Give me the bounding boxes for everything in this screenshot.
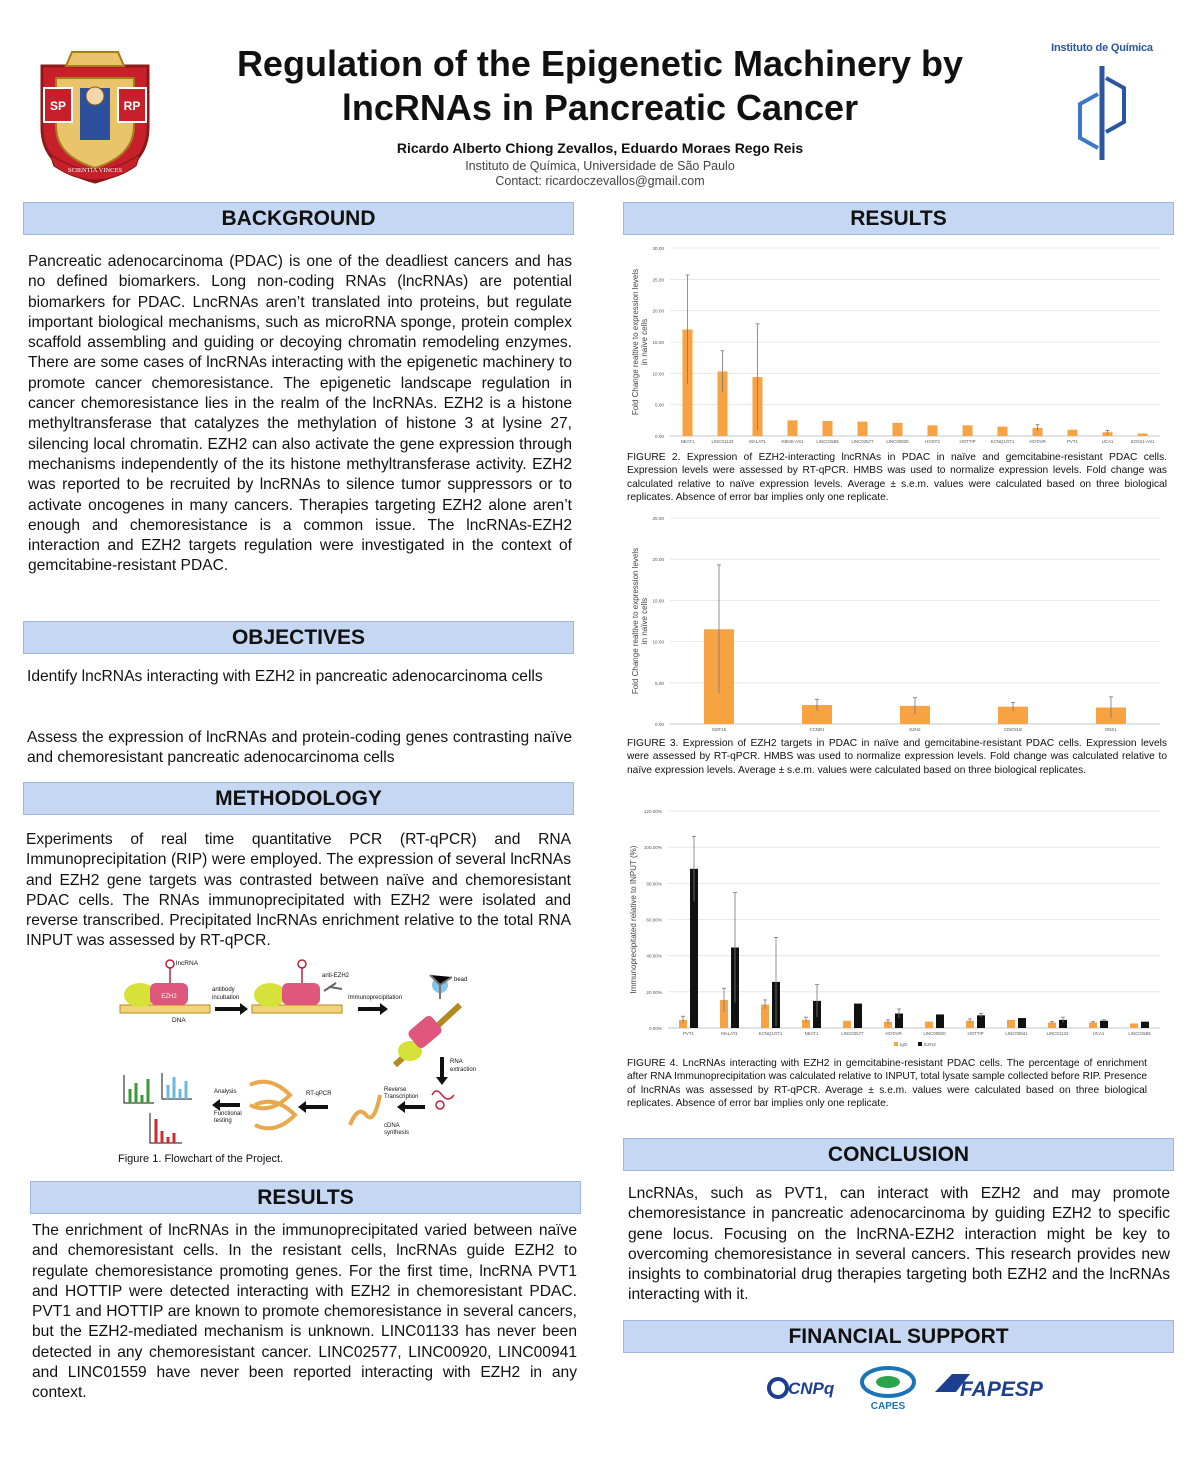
flow-synthesis-label: synthesis (384, 1130, 410, 1136)
poster-title (190, 42, 1010, 130)
fig3-xtick-label: GDF15 (711, 727, 727, 732)
fapesp-logo-text: FAPESP (960, 1378, 1043, 1401)
fig4-legend-swatch (918, 1042, 922, 1046)
conclusion-header: CONCLUSION (623, 1138, 1174, 1171)
fig4-legend-label: EZH2 (924, 1042, 936, 1047)
fig2-xtick-label: LINC01559 (816, 439, 839, 444)
fig4-bar (843, 1021, 851, 1028)
financial-support-header: FINANCIAL SUPPORT (623, 1320, 1174, 1353)
fig3-xtick-label: EZH2 (909, 727, 921, 732)
fig2-ylabel: in naïve cells (640, 318, 649, 366)
fig4-bar (1018, 1018, 1026, 1028)
flow-dna-label: DNA (172, 1017, 186, 1024)
fig4-bar (854, 1004, 862, 1028)
fig4-ytick-label: 0.00% (648, 1026, 662, 1031)
flow-antibody-label: antibody (212, 987, 235, 993)
fig3-svg (628, 510, 1168, 736)
fig4-svg (628, 805, 1168, 1050)
fig2-bar (1138, 433, 1148, 436)
fig2-xtick-label: HOTAIR (1029, 439, 1046, 444)
fig2-bar (858, 422, 868, 436)
institute-logo (1046, 42, 1158, 172)
fig4-xtick-label: LINC00941 (1005, 1031, 1028, 1036)
fig2-ytick-label: 30.00 (652, 246, 664, 251)
results-left-text: The enrichment of lncRNAs in the immunoprecipitated varied between naïve and chemoresistant cells. In the resistant cells, lncRNAs guide EZH2 to regulate chemoresistance promoting genes. For the first time, lncRNA PVT1 and HOTTIP were detected interacting with EZH2 in chemoresistant PDAC. PVT1 and HOTTIP are known to promote chemoresistance in several cancers, but the EZH2-mediated mechanism is unknown. LINC01133 has never been detected in any chemoresistant cancer. LINC02577, LINC00920, LINC00941 and LINC01559 have never been reported interacting with EZH2 in any context. (32, 1222, 577, 1402)
fig2-svg (628, 240, 1168, 450)
fig2-xtick-label: SOX21-AS1 (1130, 439, 1155, 444)
fig4-ytick-label: 80.00% (646, 881, 662, 887)
fig4-bar (1007, 1020, 1015, 1028)
fig4-bar (1141, 1022, 1149, 1028)
fig2-ytick-label: 20.00 (652, 308, 664, 314)
flow-rtqpcr-label: RT-qPCR (306, 1091, 332, 1097)
fig4-xtick-label: KCNQ1OT1 (758, 1031, 783, 1036)
fig2-xtick-label: UCA1 (1101, 439, 1114, 444)
fig2-ytick-label: 25.00 (652, 277, 664, 283)
contact-email[interactable]: Contact: ricardoczevallos@gmail.com (495, 174, 705, 188)
background-header: BACKGROUND (23, 202, 574, 235)
fig4-xtick-label: LINC01559 (1128, 1031, 1151, 1036)
fig2-bar (788, 420, 798, 436)
fig4-ytick-label: 40.00% (646, 953, 662, 959)
flowchart-caption: Figure 1. Flowchart of the Project. (118, 1153, 284, 1165)
title-line-1: Regulation of the Epigenetic Machinery by (236, 43, 964, 84)
fig3-ylabel: Fold Change realtive to expression levels (631, 547, 640, 695)
seal-right-text: RP (123, 99, 141, 113)
figure-4-chart (628, 805, 1168, 1050)
figure-3-chart (628, 510, 1168, 736)
fig4-xtick-label: HOTAIR (885, 1031, 902, 1036)
background-text: Pancreatic adenocarcinoma (PDAC) is one of the deadliest cancers and has no defined biomarkers. Long non-coding RNAs (lncRNAs) are potential biomarkers for PDAC. LncRNAs aren’t translated into proteins, but regulate important biological mechanisms, such as microRNA sponge, protein complex scaffold assembling and guiding or decoying chromatin remodeling enzymes. There are some cases of lncRNAs interacting with the epigenetic machinery to promote cancer chemoresistance. The epigenetic landscape regulation in cancer chemoresistance lies in the realm of the lncRNAs. EZH2 is a histone methyltransferase that catalyzes the methylation of histone 3 at lysine 27, silencing local chromatin. EZH2 can also activate the gene expression through mechanisms independently of the its histone methyltransferase activity. EZH2 was reported to be recruited by lncRNAs to silence tumor suppressors or to activate oncogenes in many cancers. Therapies targeting EZH2 alone aren’t enough and chemoresistance is a common issue. The lncRNAs-EZH2 interaction and EZH2 targets regulation were investigated in the context of gemcitabine-resistant PDAC. (28, 253, 572, 575)
fig3-ytick-label: 0.00 (655, 722, 664, 727)
fig3-xtick-label: DNK1 (1105, 727, 1117, 732)
fig2-bar (1068, 430, 1078, 436)
fig2-ytick-label: 0.00 (655, 434, 664, 439)
fig4-xtick-label: NEAT1 (804, 1031, 819, 1036)
authors: Ricardo Alberto Chiong Zevallos, Eduardo Moraes Rego Reis (396, 140, 804, 156)
fig2-xtick-label: MALAT1 (749, 439, 766, 444)
flow-transcription-label: Transcription (384, 1094, 419, 1100)
fig4-xtick-label: LINC01133 (1046, 1031, 1069, 1036)
fig2-ytick-label: 5.00 (655, 402, 664, 408)
fig2-xtick-label: LINC00920 (886, 439, 909, 444)
fig3-ytick-label: 10.00 (652, 639, 664, 645)
fig2-ytick-label: 15.00 (652, 340, 664, 345)
methodology-text: Experiments of real time quantitative PCR (RT-qPCR) and RNA Immunoprecipitation (RIP) were employed. The expression of several lncRNAs and EZH2 gene targets was contrasted between naïve and chemoresistant PDAC cells. The RNAs immunoprecipitated with EZH2 were isolated and reverse transcribed. Precipitated lncRNAs enrichment relative to the total RNA INPUT was assessed by RT-qPCR. (26, 831, 571, 950)
fig2-bar (823, 421, 833, 436)
figure-4-caption: FIGURE 4. LncRNAs interacting with EZH2 in gemcitabine-resistant PDAC cells. The percentage of enrichment after RNA Immunoprecipitation was calculated relative to INPUT, total lysate sample collected before RIP. Presence of lncRNAs was assessed by RT-qPCR. Average ± s.e.m. values were calculated based on three biological replicates. Absence of error bar implies only one replicate. (627, 1058, 1147, 1110)
fig4-xtick-label: PVT1 (683, 1031, 694, 1036)
fig2-bar (928, 425, 938, 436)
fig2-xtick-label: KCNQ1OT1 (990, 439, 1015, 444)
fig2-xtick-label: NEAT1 (680, 439, 695, 444)
flow-cdna-label: cDNA (384, 1123, 400, 1129)
cnpq-logo-text: CNPq (788, 1379, 835, 1398)
title-line-2: lncRNAs in Pancreatic Cancer (341, 87, 859, 128)
fig4-xtick-label: HOTTIP (967, 1031, 984, 1036)
fig3-ytick-label: 20.00 (652, 557, 664, 563)
results-right-header: RESULTS (623, 202, 1174, 235)
fig3-ytick-label: 5.00 (655, 680, 664, 686)
fig2-xtick-label: PVT1 (1067, 439, 1078, 444)
seal-motto: SCIENTIA VINCES (67, 167, 123, 174)
usp-seal-logo (28, 36, 162, 186)
fig2-bar (893, 423, 903, 436)
fig3-ylabel: in naïve cells (640, 597, 649, 645)
fig4-bar (1130, 1023, 1138, 1028)
flow-bead-label: bead (454, 977, 468, 983)
fig2-ytick-label: 10.00 (652, 371, 664, 377)
flow-testing-label: testing (214, 1118, 232, 1124)
funder-logos (760, 1362, 1060, 1412)
flow-analysis-label: Analysis (214, 1089, 237, 1095)
flow-reverse-label: Reverse (384, 1087, 407, 1093)
fig4-xtick-label: UCA1 (1092, 1031, 1105, 1036)
methodology-header: METHODOLOGY (23, 782, 574, 815)
fig4-ytick-label: 100.00% (643, 845, 662, 851)
figure-2-chart (628, 240, 1168, 450)
figure-3-caption: FIGURE 3. Expression of EZH2 targets in PDAC in naïve and gemcitabine-resistant PDAC cells. Expression levels were assessed by RT-qPCR. HMBS was used to normalize expression levels. Fold change was calculated relative to naïve expression levels. Average ± s.e.m. values were calculated based on three biological replicates. (627, 738, 1167, 776)
fig3-xtick-label: CCND1 (809, 727, 825, 732)
fig4-bar (925, 1022, 933, 1028)
flow-lncrna-label: lncRNA (176, 960, 199, 967)
flow-anti-ezh2-label: anti-EZH2 (322, 973, 350, 979)
affiliation: Instituto de Química, Universidade de São Paulo (465, 159, 735, 173)
results-left-header: RESULTS (30, 1181, 581, 1214)
flow-rna-label: RNA (450, 1059, 463, 1065)
fig2-xtick-label: HOST2 (925, 439, 940, 444)
fig4-xtick-label: LINC02577 (841, 1031, 864, 1036)
affiliation-block (190, 159, 1010, 189)
institute-logo-mark (1046, 54, 1158, 169)
fig3-ytick-label: 25.00 (652, 516, 664, 521)
fig4-ylabel: Immunoprecipitated relative to INPUT (%) (629, 845, 638, 994)
conclusion-text: LncRNAs, such as PVT1, can interact with EZH2 and may promote chemoresistance in pancreatic adenocarcinoma by guiding EZH2 to specific gene locus. Focusing on the lncRNA-EZH2 interaction might be key to overcoming chemoresistance in several cancers. This research provides new insights to combinatorial drug therapies targeting both EZH2 and the lncRNAs interacting with it. (628, 1185, 1170, 1304)
fig4-ytick-label: 20.00% (646, 989, 662, 995)
fig4-xtick-label: LINC00920 (923, 1031, 946, 1036)
objective-2: Assess the expression of lncRNAs and protein-coding genes contrasting naïve and chemoresistant pancreatic adenocarcinoma cells (27, 729, 572, 767)
flow-extraction-label: extraction (450, 1067, 477, 1073)
fig2-bar (998, 427, 1008, 436)
fig4-xtick-label: MALAT1 (721, 1031, 738, 1036)
fig4-legend-swatch (894, 1042, 898, 1046)
fig4-bar (1100, 1021, 1108, 1028)
fig4-ytick-label: 60.00% (646, 917, 662, 923)
fig4-legend-label: IgG (900, 1042, 908, 1047)
fig2-xtick-label: HOTTIP (959, 439, 976, 444)
fig3-ytick-label: 15.00 (652, 598, 664, 604)
institute-logo-text: Instituto de Química (1051, 42, 1153, 54)
fig3-xtick-label: CDKN1B (1004, 727, 1022, 732)
flow-immuno-label: Immunoprecipitation (348, 995, 403, 1001)
capes-logo-text: CAPES (870, 1401, 906, 1412)
seal-left-text: SP (49, 99, 67, 113)
objectives-header: OBJECTIVES (23, 621, 574, 654)
project-flowchart (110, 955, 490, 1150)
flow-incubation-label: incubation (212, 995, 240, 1001)
fig2-xtick-label: KBHD-AS1 (781, 439, 804, 444)
fig4-bar (977, 1015, 985, 1028)
flow-ezh2-label: EZH2 (161, 994, 177, 1000)
figure-2-caption: FIGURE 2. Expression of EZH2-interacting lncRNAs in PDAC in naïve and gemcitabine-resistant PDAC cells. Expression levels were assessed by RT-qPCR. HMBS was used to normalize expression levels. Fold change was calculated relative to naïve expression levels. Average ± s.e.m. values were calculated based on three biological replicates. Absence of error bar implies only one replicate. (627, 452, 1167, 504)
fig4-ytick-label: 120.00% (643, 809, 662, 814)
objective-1: Identify lncRNAs interacting with EZH2 in pancreatic adenocarcinoma cells (27, 668, 543, 685)
fig2-xtick-label: LINC01133 (711, 439, 734, 444)
fig2-ylabel: Fold Change realtive to expression levels (631, 268, 640, 416)
fig2-xtick-label: LINC02577 (851, 439, 874, 444)
flow-functional-label: Functional (214, 1111, 242, 1117)
fig4-bar (936, 1014, 944, 1028)
fig2-bar (963, 425, 973, 436)
